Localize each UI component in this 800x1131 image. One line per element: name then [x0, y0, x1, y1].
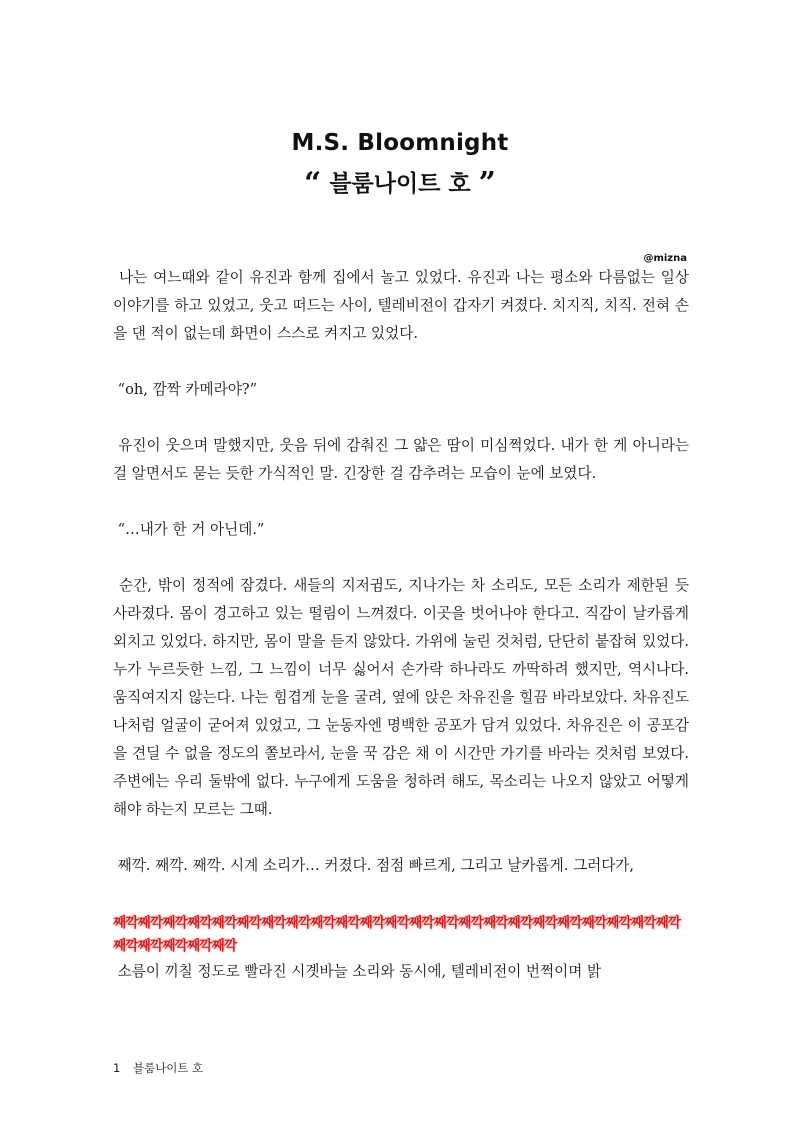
paragraph-6-text: 째깍. 째깍. 째깍. 시계 소리가… 커졌다. 점점 빠르게, 그리고 날카롭게. 그러다가, [117, 857, 635, 874]
paragraph-1-text: 나는 여느때와 같이 유진과 함께 집에서 놀고 있었다. 유진과 나는 평소와 다름없는 일상 이야기를 하고 있었고, 웃고 떠드는 사이, 텔레비전이 갑자기 켜졌다. 치지직, 치직. 전혀 손을 댄 적이 없는데 화면이 스스로 켜지고 있었다. [113, 269, 689, 342]
paragraph-5 [113, 572, 689, 824]
document-title-english: M.S. Bloomnight [291, 130, 509, 156]
paragraph-8-text: 소름이 끼칠 정도로 빨라진 시곗바늘 소리와 동시에, 텔레비전이 번쩍이며 밝 [117, 963, 602, 980]
author-handle: @mizna [643, 253, 687, 264]
document-title-korean [0, 165, 800, 201]
close-quote: ” [478, 166, 496, 201]
story-body [113, 264, 689, 986]
ticking-sound-text: 째깍째깍째깍째깍째깍째깍째깍째깍째깍째깍째깍째깍째깍째깍째깍째깍째깍째깍째깍째깍째깍째깍째깍째깍째깍째깍째깍째깍 [113, 915, 681, 954]
paragraph-2-text: “oh, 깜짝 카메라야?” [117, 381, 258, 398]
page-footer [113, 1060, 203, 1076]
footer-label: 블룸나이트 호 [132, 1061, 204, 1075]
open-quote: “ [304, 166, 322, 201]
paragraph-5-text: 순간, 밖이 정적에 잠겼다. 새들의 지저귐도, 지나가는 차 소리도, 모든 소리가 제한된 듯 사라졌다. 몸이 경고하고 있는 떨림이 느껴졌다. 이곳을 벗어나야 한다고. 직감이 날카롭게 외치고 있었다. 하지만, 몸이 말을 듣지 않았다. 가위에 눌린 것처럼, 단단히 붙잡혀 있었다. 누가 누르듯한 느낌, 그 느낌이 너무 싫어서 손가락 하나라도 까딱하려 했지만, 역시나다. 움직여지지 않는다. 나는 힘겹게 눈을 굴려, 옆에 앉은 차유진을 힐끔 바라보았다. 차유진도 나처럼 얼굴이 굳어져 있었고, 그 눈동자엔 명백한 공포가 담겨 있었다. 차유진은 이 공포감을 견딜 수 없을 정도의 쫄보라서, 눈을 꾹 감은 채 이 시간만 가기를 바라는 것처럼 보였다. 주변에는 우리 둘밖에 없다. 누구에게 도움을 청하려 해도, 목소리는 나오지 않았고 어떻게 해야 하는지 모르는 그때. [113, 577, 690, 818]
paragraph-gap [113, 544, 689, 572]
paragraph-gap [113, 824, 689, 852]
paragraph-gap [113, 404, 689, 432]
paragraph-1 [113, 264, 689, 348]
paragraph-8 [113, 958, 689, 986]
paragraph-4 [113, 516, 689, 544]
paragraph-gap [113, 488, 689, 516]
paragraph-2 [113, 376, 689, 404]
paragraph-3 [113, 432, 689, 488]
paragraph-gap [113, 348, 689, 376]
paragraph-3-text: 유진이 웃으며 말했지만, 웃음 뒤에 감춰진 그 얇은 땀이 미심쩍었다. 내가 한 게 아니라는 걸 알면서도 묻는 듯한 가식적인 말. 긴장한 걸 감추려는 모습이 눈에 보였다. [113, 437, 689, 482]
paragraph-4-text: “…내가 한 거 아닌데.” [117, 521, 265, 538]
paragraph-6 [113, 852, 689, 880]
page-number: 1 [113, 1061, 121, 1075]
paragraph-gap [113, 880, 689, 908]
title-name: 블룸나이트 호 [329, 171, 471, 197]
